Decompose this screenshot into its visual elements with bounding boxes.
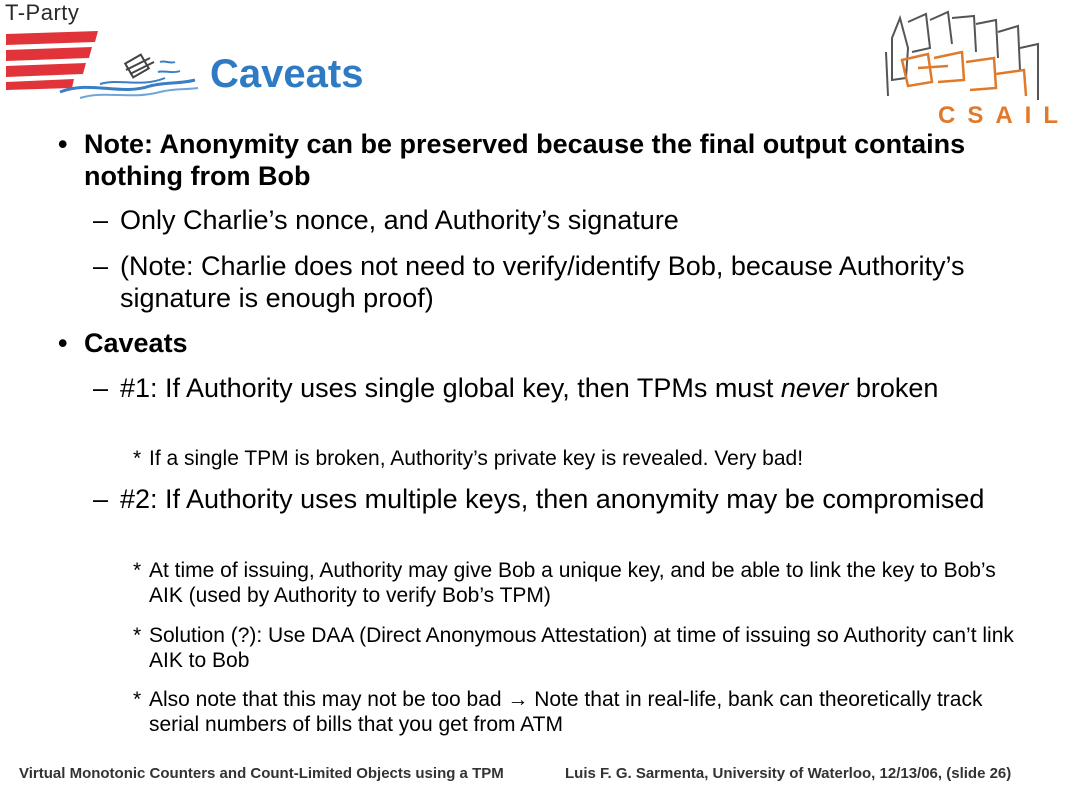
bullet-text-before: Also note that this may not be too bad xyxy=(149,688,508,711)
bullet-mark: • xyxy=(58,328,68,358)
bullet-text-emphasis: never xyxy=(780,373,849,403)
bullet-text-before: #1: If Authority uses single global key, then TPMs must xyxy=(120,373,781,403)
subbullet-charlie-verify xyxy=(93,250,1000,314)
bullet-mark: • xyxy=(58,129,68,159)
slide-title: Caveats xyxy=(210,52,364,96)
csail-logo xyxy=(878,8,1070,129)
subbullet-caveat-2 xyxy=(93,483,1000,515)
bullet-text: Caveats xyxy=(84,328,188,358)
bullet-text: Note: Anonymity can be preserved because the final output contains nothing from Bob xyxy=(84,129,966,191)
subbullet-caveat-1 xyxy=(93,372,1000,404)
bullet-mark: – xyxy=(93,373,109,403)
bullet-mark: – xyxy=(93,205,109,235)
bullet-anonymity-note xyxy=(58,128,1024,192)
bullet-mark: – xyxy=(93,251,109,281)
subsubbullet-unique-key xyxy=(133,558,1019,608)
footer-talk-title: Virtual Monotonic Counters and Count-Limited Objects using a TPM xyxy=(19,765,504,782)
bullet-text: (Note: Charlie does not need to verify/identify Bob, because Authority’s signature is enough proof) xyxy=(120,251,965,313)
arrow-right-icon: → xyxy=(507,688,529,711)
bullet-text-after: Note that in real-life, bank can theoretically track serial numbers of bills that you get from ATM xyxy=(149,688,983,736)
bullet-mark: * xyxy=(133,688,142,711)
bullet-text: Solution (?): Use DAA (Direct Anonymous Attestation) at time of issuing so Authority can’t link AIK to Bob xyxy=(149,624,1014,672)
bullet-text-after: broken xyxy=(848,373,939,403)
bullet-text: #2: If Authority uses multiple keys, then anonymity may be compromised xyxy=(120,484,985,514)
bullet-text: If a single TPM is broken, Authority’s private key is revealed. Very bad! xyxy=(149,447,804,470)
bullet-mark: * xyxy=(133,624,142,647)
subsubbullet-tpm-broken xyxy=(133,446,1019,471)
tparty-logo xyxy=(0,0,200,100)
bullet-text: Only Charlie’s nonce, and Authority’s signature xyxy=(120,205,679,235)
bullet-mark: * xyxy=(133,559,142,582)
bullet-text: At time of issuing, Authority may give Bob a unique key, and be able to link the key to Bob’s AIK (used by Authority to verify Bob’s TPM) xyxy=(149,559,996,607)
bullet-caveats xyxy=(58,327,1024,359)
bullet-mark: – xyxy=(93,484,109,514)
subbullet-nonce-signature xyxy=(93,204,1000,236)
tparty-logo-name: T-Party xyxy=(5,0,80,25)
subsubbullet-not-too-bad xyxy=(133,687,1019,737)
csail-logo-graphic xyxy=(878,8,1050,108)
footer-author-slide: Luis F. G. Sarmenta, University of Waterloo, 12/13/06, (slide 26) xyxy=(565,765,1012,782)
csail-logo-label: CSAIL xyxy=(938,102,1070,129)
subsubbullet-daa-solution xyxy=(133,623,1019,673)
bullet-mark: * xyxy=(133,447,142,470)
